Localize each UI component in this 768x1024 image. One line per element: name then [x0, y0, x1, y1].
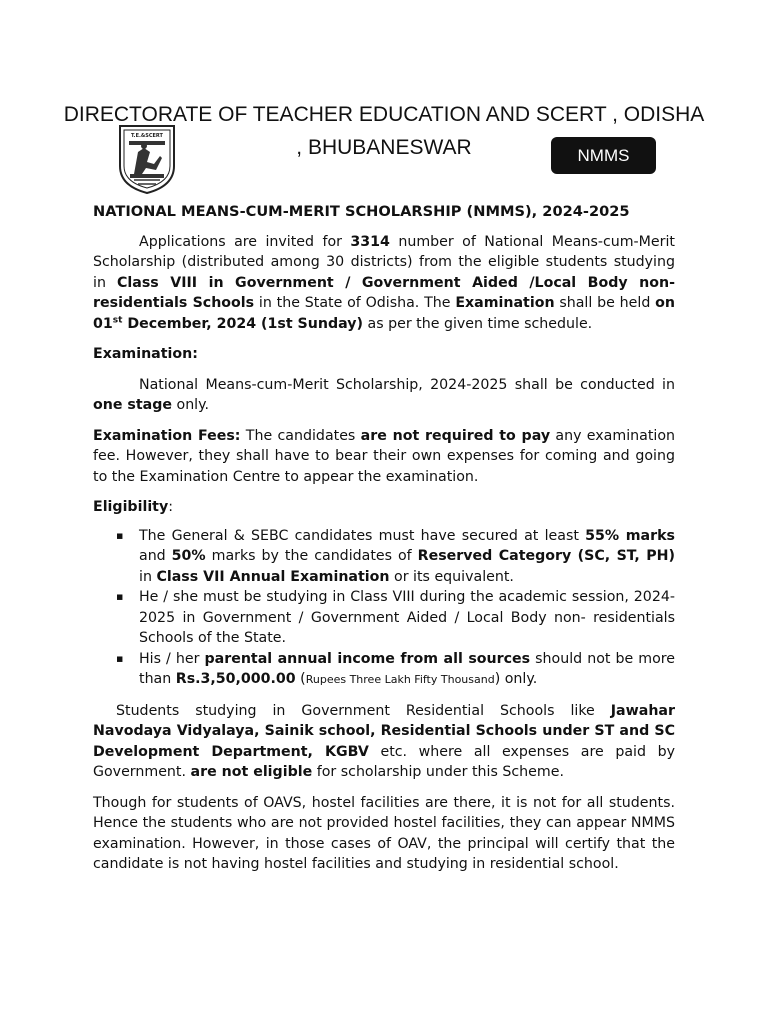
list-item: ▪ His / her parental annual income from all sources should not be more than Rs.3,50,000.00 (Rupees Three Lakh Fifty Thousand) only. — [116, 650, 676, 687]
list-item: ▪ He / she must be studying in Class VIII during the academic session, 2024-2025 in Government / Government Aided / Local Body non- residentials Schools of the State. — [116, 589, 675, 646]
examination-fees-paragraph: Examination Fees: The candidates are not required to pay any examination fee. However, they shall have to bear their own expenses for coming and going to the Examination Centre to appear the examination. — [93, 427, 676, 485]
document-title: NATIONAL MEANS-CUM-MERIT SCHOLARSHIP (NMMS), 2024-2025 — [93, 203, 630, 220]
examination-paragraph: National Means-cum-Merit Scholarship, 2024-2025 shall be conducted in one stage only. — [93, 376, 675, 413]
bullet-icon: ▪ — [116, 528, 124, 542]
residential-schools-paragraph: Students studying in Government Residential Schools like Jawahar Navodaya Vidyalaya, Sainik school, Residential Schools under ST and SC Development Department, KGBV etc. where all expenses are paid by Government. are not eligible for scholarship under this Scheme. — [93, 702, 675, 780]
bullet-icon: ▪ — [116, 590, 124, 603]
examination-heading: Examination: — [93, 346, 198, 362]
organization-title-line2: , BHUBANESWAR — [296, 136, 472, 159]
organization-title-line1: DIRECTORATE OF TEACHER EDUCATION AND SCERT , ODISHA — [63, 103, 705, 126]
oavs-paragraph: Though for students of OAVS, hostel facilities are there, it is not for all students. Hence the students who are not provided hostel facilities, they can appear NMMS examination. However, in those cases of OAV, the principal will certify that the candidate is not having hostel facilities and studying in residential school. — [93, 794, 675, 872]
bullet-icon: ▪ — [116, 651, 124, 665]
list-item: ▪ The General & SEBC candidates must have secured at least 55% marks and 50% marks by the candidates of Reserved Category (SC, ST, PH) in Class VII Annual Examination or its equivalent. — [116, 527, 675, 585]
eligibility-heading: Eligibility: — [93, 499, 173, 515]
nmms-badge: NMMS — [551, 137, 656, 174]
eligibility-list — [93, 526, 675, 691]
intro-paragraph: Applications are invited for 3314 number of National Means-cum-Merit Scholarship (distributed among 30 districts) from the eligible students studying in Class VIII in Government / Government Aided /Local Body non- residentials Schools in the State of Odisha. The Examination shall be held on 01st December, 2024 (1st Sunday) as per the given time schedule. — [93, 233, 676, 332]
document-body — [93, 202, 675, 875]
scert-emblem-logo — [116, 122, 178, 196]
logo-text: T.E.&SCERT — [131, 133, 163, 139]
